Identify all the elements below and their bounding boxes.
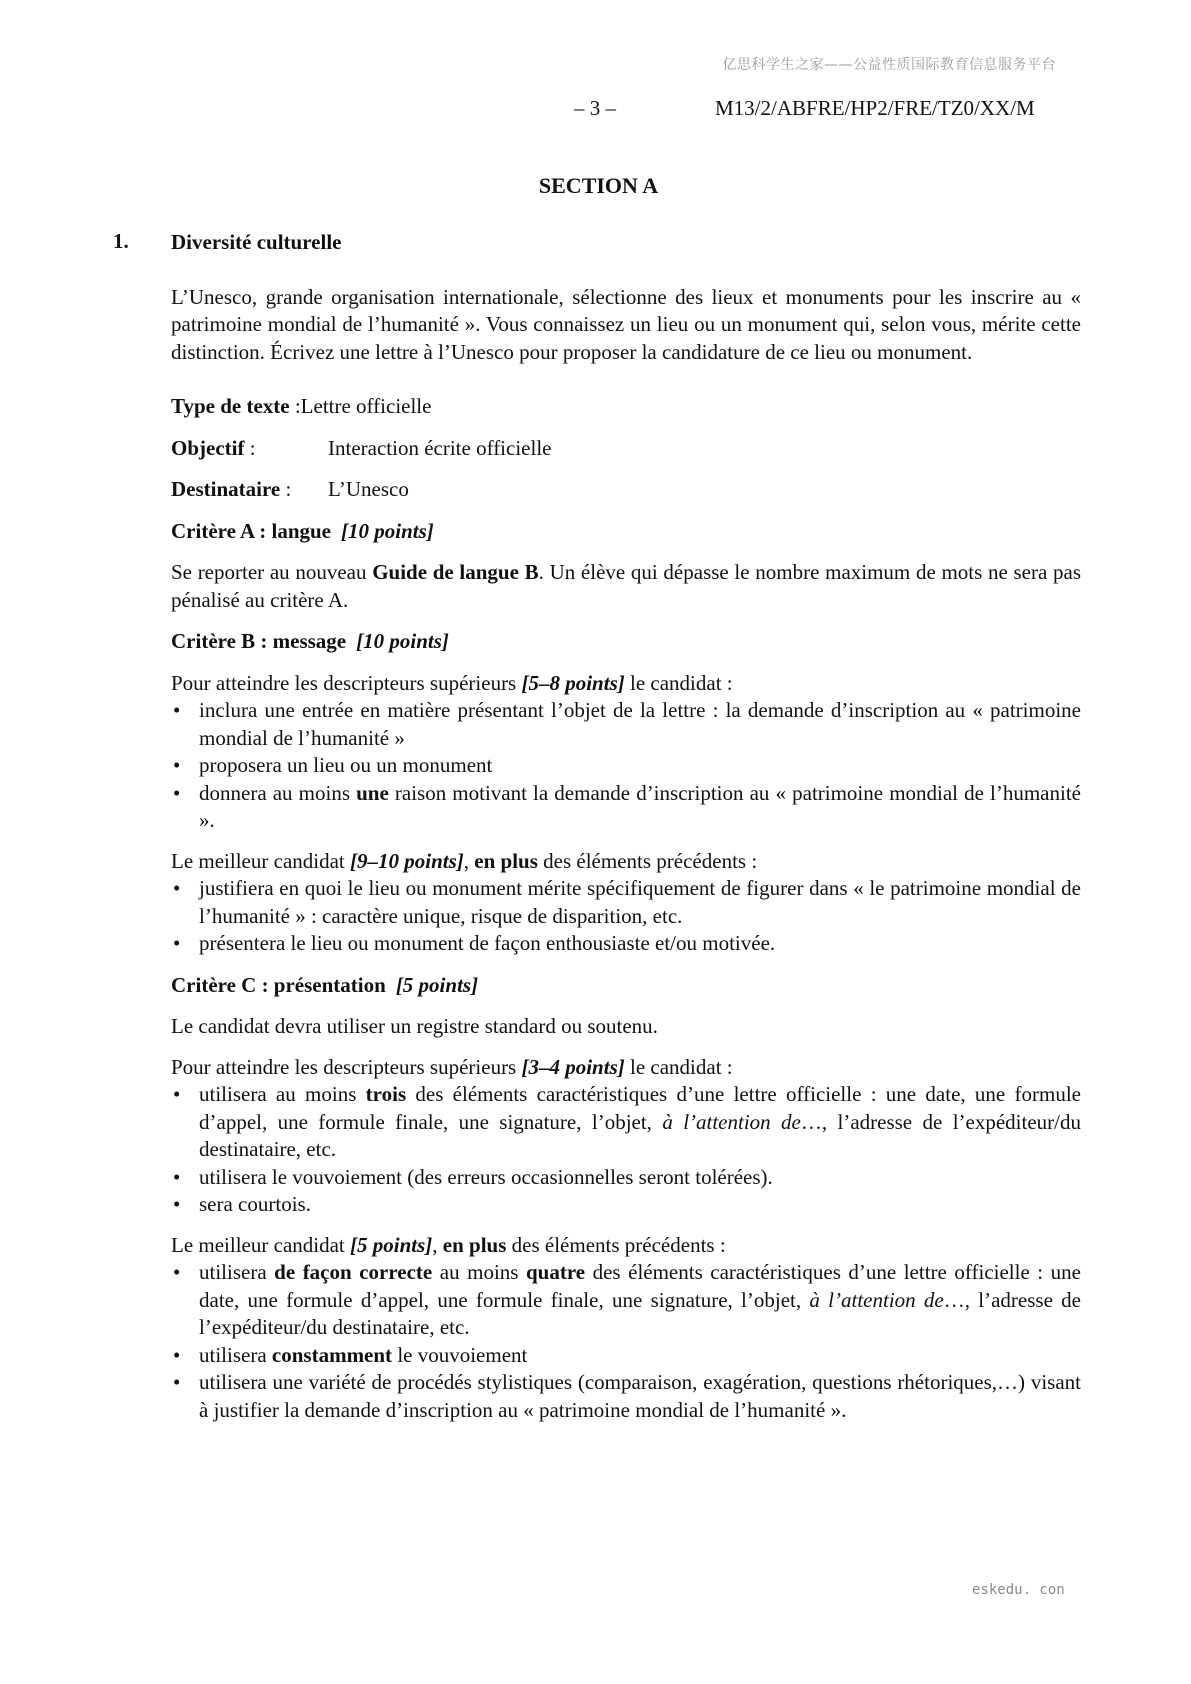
list-item: • justifiera en quoi le lieu ou monument mérite spécifiquement de figurer dans « le patrimoine mondial de l’humanité » : caractère unique, risque de disparition, etc. [171,875,1081,930]
question-number: 1. [113,229,129,253]
list-item: • utilisera au moins trois des éléments caractéristiques d’une lettre officielle : une date, une formule d’appel, une formule finale, une signature, l’objet, à l’attention de…, l’adresse de l’expéditeur/du destinataire, etc. [171,1081,1081,1164]
question-title: Diversité culturelle [171,230,342,254]
criterion-c-upper-list [171,1081,1081,1219]
meta-type-label: Type de texte : [171,394,301,418]
question-prompt: L’Unesco, grande organisation internationale, sélectionne des lieux et monuments pour les inscrire au « patrimoine mondial de l’humanité ». Vous connaissez un lieu ou un monument qui, selon vous, mérite cette distinction. Écrivez une lettre à l’Unesco pour proposer la candidature de ce lieu ou monument. [171,284,1081,364]
criterion-c-register: Le candidat devra utiliser un registre standard ou soutenu. [171,1014,658,1038]
criterion-c-upper-intro: Pour atteindre les descripteurs supérieurs [3–4 points] le candidat : [171,1054,733,1079]
meta-type-value: Lettre officielle [300,394,432,418]
meta-destinataire-label: Destinataire : [171,477,292,501]
list-item: • utilisera constamment le vouvoiement [171,1342,1081,1370]
criterion-a-heading: Critère A : langue [10 points] [171,518,434,543]
list-item: • utilisera de façon correcte au moins quatre des éléments caractéristiques d’une lettre officielle : une date, une formule d’appel, une formule finale, une signature, l’objet, à l’attention de…, l’adresse de l’expéditeur/du destinataire, etc. [171,1259,1081,1342]
criterion-a-text: Se reporter au nouveau Guide de langue B. Un élève qui dépasse le nombre maximum de mots ne sera pas pénalisé au critère A. [171,560,1081,612]
question-content [171,229,1081,1437]
criterion-c-best-list [171,1259,1081,1424]
list-item: • sera courtois. [171,1191,1081,1219]
meta-destinataire [171,476,1081,504]
document-code: M13/2/ABFRE/HP2/FRE/TZ0/XX/M [715,96,1035,120]
criterion-c-best-intro: Le meilleur candidat [5 points], en plus des éléments précédents : [171,1232,726,1257]
list-item: • présentera le lieu ou monument de façon enthousiaste et/ou motivée. [171,930,1081,958]
criterion-b-best-list [171,875,1081,958]
meta-objectif [171,435,1081,463]
meta-destinataire-value: L’Unesco [328,477,409,501]
criterion-b-upper-intro: Pour atteindre les descripteurs supérieurs [5–8 points] le candidat : [171,670,733,695]
list-item: • inclura une entrée en matière présentant l’objet de la lettre : la demande d’inscription au « patrimoine mondial de l’humanité » [171,697,1081,752]
watermark-text: 亿思科学生之家——公益性质国际教育信息服务平台 [722,57,1056,73]
criterion-b-upper-list [171,697,1081,835]
meta-objectif-value: Interaction écrite officielle [328,435,552,460]
list-item: • donnera au moins une raison motivant la demande d’inscription au « patrimoine mondial de l’humanité ». [171,780,1081,835]
meta-type [171,393,1081,421]
meta-objectif-label: Objectif : [171,435,256,460]
footer-watermark: eskedu. con [972,1582,1065,1598]
section-title: SECTION A [538,173,659,198]
criterion-c-heading: Critère C : présentation [5 points] [171,972,479,997]
criterion-b-heading: Critère B : message [10 points] [171,629,449,653]
page-number: – 3 – [574,96,616,120]
criterion-b-best-intro: Le meilleur candidat [9–10 points], en plus des éléments précédents : [171,848,758,873]
list-item: • utilisera le vouvoiement (des erreurs occasionnelles seront tolérées). [171,1164,1081,1192]
list-item: • utilisera une variété de procédés stylistiques (comparaison, exagération, questions rhétoriques,…) visant à justifier la demande d’inscription au « patrimoine mondial de l’humanité ». [171,1369,1081,1424]
list-item: • proposera un lieu ou un monument [171,752,1081,780]
